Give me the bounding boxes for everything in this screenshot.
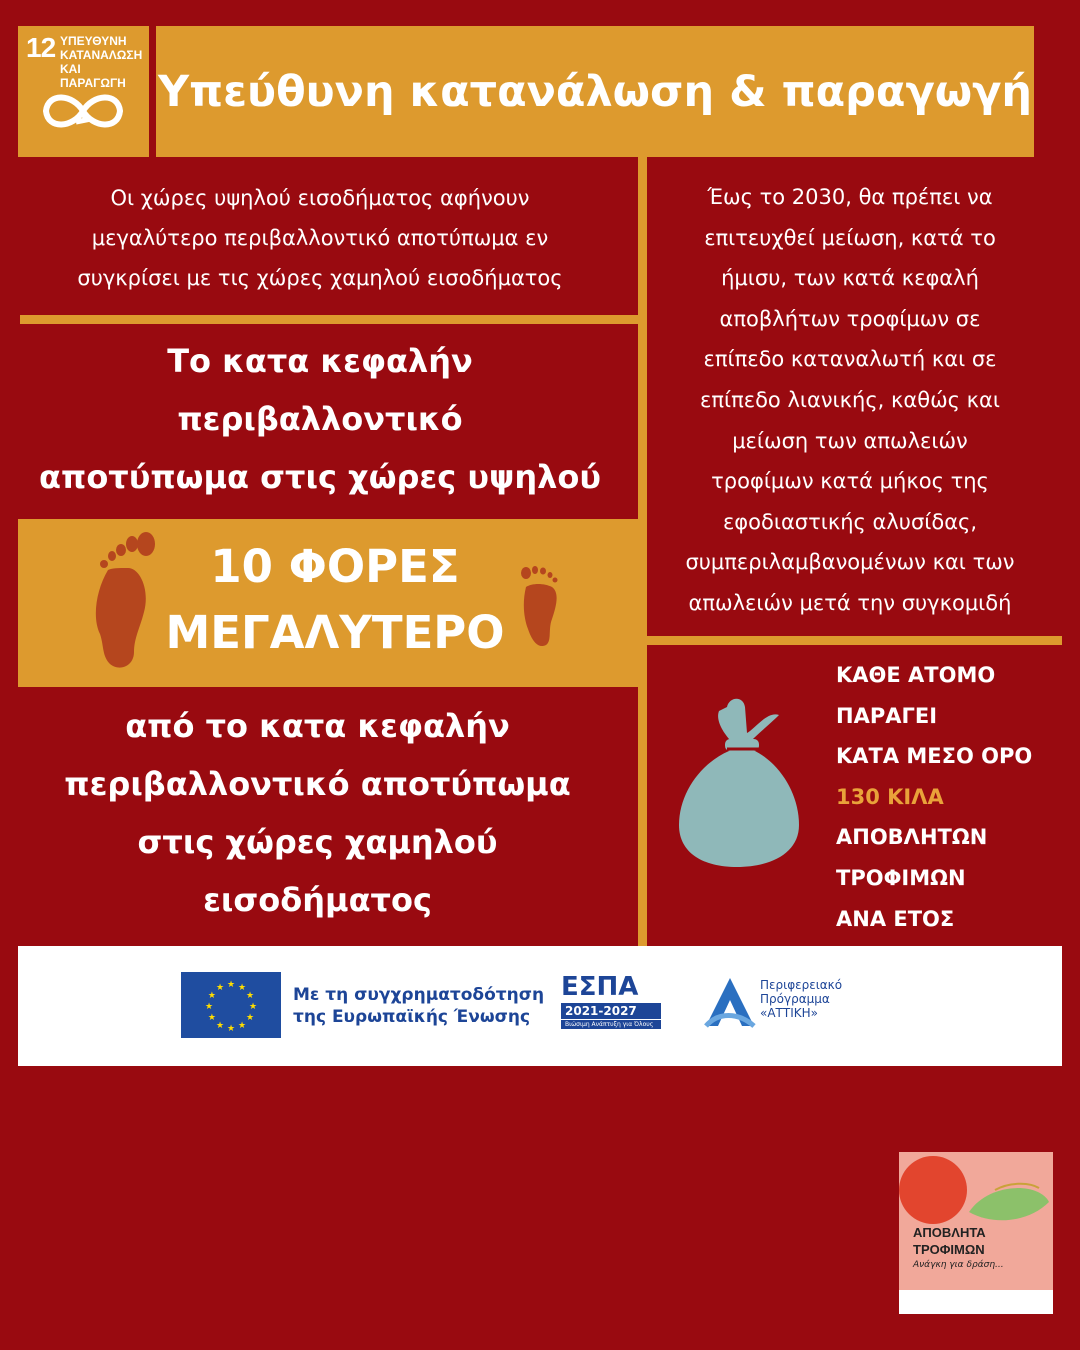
eu-star-icon: ★: [207, 1013, 216, 1023]
small-footprint-icon: [518, 563, 564, 649]
eu-star-icon: ★: [215, 982, 225, 993]
campaign-thumbnail: [899, 1152, 1053, 1314]
food-waste-stat: ΚΑΘΕ ΑΤΟΜΟ ΠΑΡΑΓΕΙ ΚΑΤΑ ΜΕΣΟ ΟΡΟ 130 ΚΙΛΑ ΑΠΟΒΛΗΤΩΝ ΤΡΟΦΙΜΩΝ ΑΝΑ ΕΤΟΣ: [836, 663, 1033, 931]
page-title: Υπεύθυνη κατανάλωση & παραγωγή: [157, 66, 1033, 117]
stat-value: 130 ΚΙΛΑ: [836, 784, 944, 809]
eu-star-icon: ★: [204, 1002, 214, 1012]
eu-flag-icon: [181, 972, 281, 1038]
sdg-number: 12: [26, 32, 56, 63]
eu-cofunding-text: Με τη συγχρηματοδότηση της Ευρωπαϊκής Ένωσης: [293, 985, 545, 1027]
attica-program-text: Περιφερειακό Πρόγραμμα «ΑΤΤΙΚΗ»: [760, 978, 843, 1020]
sdg-12-badge: [18, 26, 149, 157]
eu-star-icon: ★: [226, 980, 236, 990]
ten-times-larger: 10 ΦΟΡΕΣ ΜΕΓΑΛΥΤΕΡΟ: [165, 540, 505, 659]
thumbnail-logo-strip: [899, 1290, 1053, 1314]
thumbnail-title: ΑΠΟΒΛΗΤΑ ΤΡΟΦΙΜΩΝ: [913, 1225, 986, 1257]
eu-star-icon: ★: [237, 982, 247, 993]
eu-star-icon: ★: [246, 1013, 255, 1023]
attica-logo-icon: [704, 976, 756, 1032]
heading-high-income: Το κατα κεφαλήν περιβαλλοντικό αποτύπωμα στις χώρες υψηλού: [39, 342, 601, 496]
funding-footer: [18, 946, 1062, 1066]
infinity-icon: [40, 86, 126, 136]
sdg-label: ΥΠΕΥΘΥΝΗ ΚΑΤΑΝΑΛΩΣΗ ΚΑΙ ΠΑΡΑΓΩΓΗ: [60, 34, 143, 90]
eu-star-icon: ★: [207, 991, 216, 1001]
thumbnail-subtitle: Ανάγκη για δράση...: [913, 1260, 1004, 1270]
left-divider-1: [20, 315, 638, 324]
eu-star-icon: ★: [248, 1002, 258, 1012]
espa-logo: ΕΣΠΑ 2021-2027 Βιώσιμη Ανάπτυξη για Όλους: [561, 974, 661, 1029]
title-bar: [156, 26, 1034, 157]
vertical-divider: [638, 157, 647, 946]
intro-text: Οι χώρες υψηλού εισοδήματος αφήνουν μεγαλύτερο περιβαλλοντικό αποτύπωμα εν συγκρίσει με τις χώρες χαμηλού εισοδήματος: [77, 186, 563, 290]
eu-star-icon: ★: [246, 991, 255, 1001]
eu-star-icon: ★: [226, 1024, 236, 1034]
garbage-bag-icon: [675, 693, 803, 871]
eu-star-icon: ★: [237, 1021, 247, 1032]
target-2030-text: Έως το 2030, θα πρέπει να επιτευχθεί μείωση, κατά το ήμισυ, των κατά κεφαλή αποβλήτων τροφίμων σε επίπεδο καταναλωτή και σε επίπεδο λιανικής, καθώς και μείωση των απωλειών τροφίμων κατά μήκος της εφοδιαστικής αλυσίδας, συμπεριλαμβανομένων και των απωλειών μετά την συγκομιδή: [685, 185, 1015, 615]
heading-low-income: από το κατα κεφαλήν περιβαλλοντικό αποτύπωμα στις χώρες χαμηλού εισοδήματος: [64, 707, 571, 919]
eu-star-icon: ★: [215, 1021, 225, 1032]
right-divider: [647, 636, 1062, 645]
